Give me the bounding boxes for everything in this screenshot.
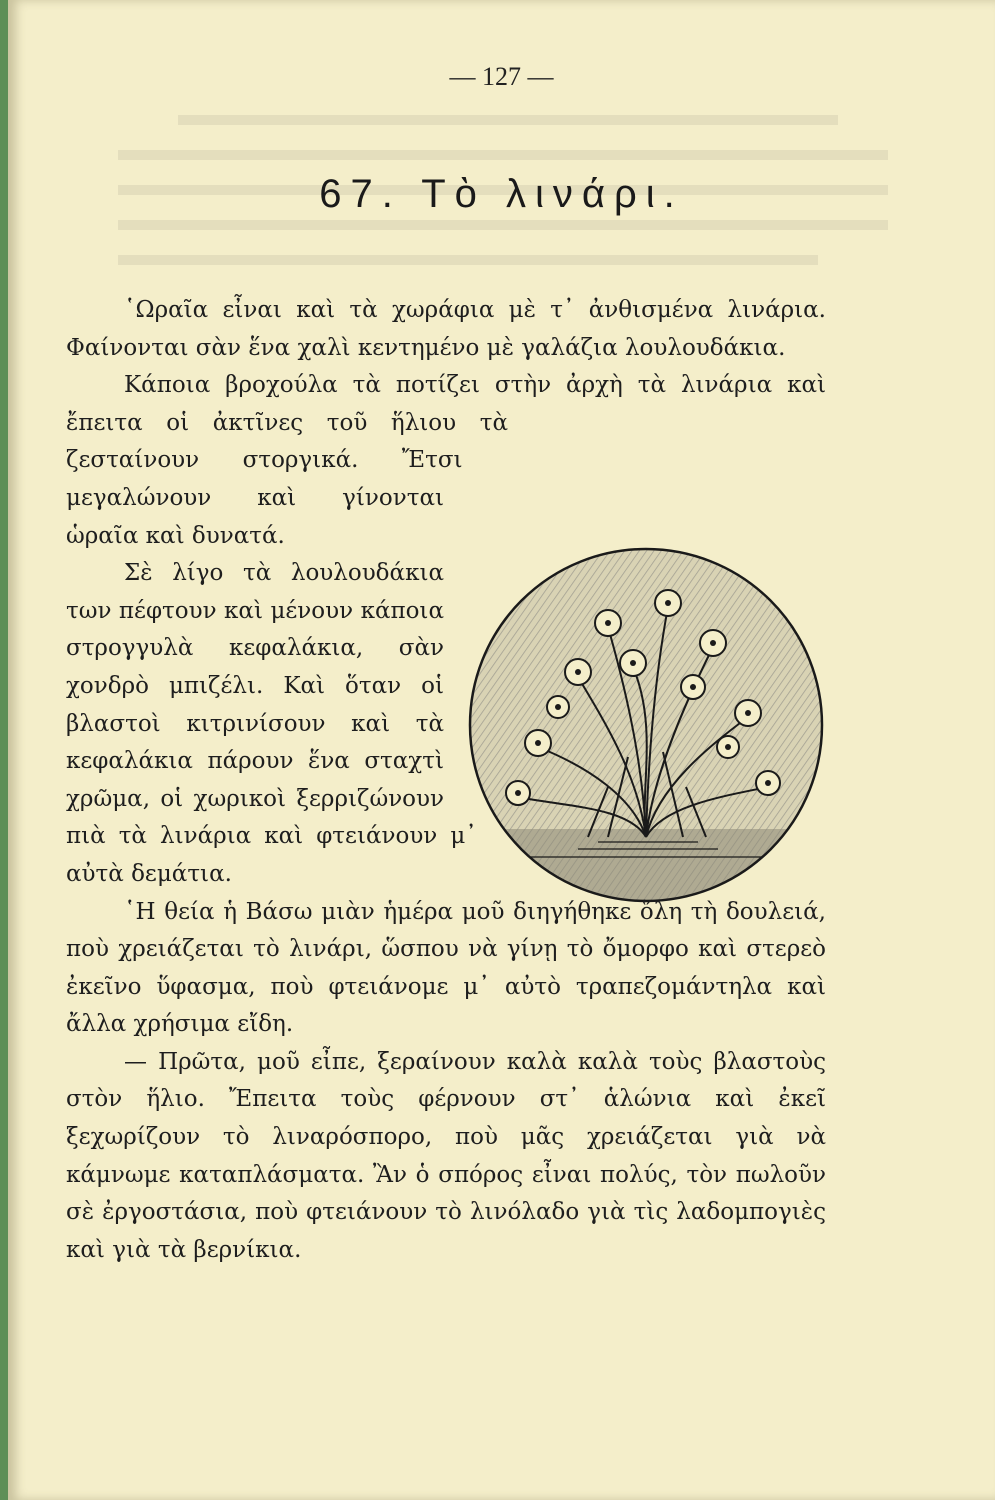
chapter-title: 67. Τὸ λινάρι. bbox=[319, 172, 684, 216]
body-text bbox=[66, 292, 826, 1269]
flax-plant-icon bbox=[458, 537, 834, 913]
paragraph: Κάποια βροχούλα τὰ ποτίζει στὴν ἀρχὴ τὰ λινάρια καὶ ἔπειτα οἱ ἀκτῖνες τοῦ ἥλιου τὰ ζεσταίνουν στοργικά. Ἔτσι μεγαλώνουν καὶ γίνονται ὡραῖα καὶ δυνατά. bbox=[66, 372, 826, 549]
flax-illustration bbox=[458, 537, 834, 913]
page-number: — 127 — bbox=[449, 62, 554, 91]
paragraph: ῾Ωραῖα εἶναι καὶ τὰ χωράφια μὲ τ᾽ ἀνθισμένα λινάρια. Φαίνονται σὰν ἕνα χαλὶ κεντημένο μὲ γαλάζια λουλουδάκια. bbox=[66, 297, 826, 361]
paragraph: — Πρῶτα, μοῦ εἶπε, ξεραίνουν καλὰ καλὰ τοὺς βλαστοὺς στὸν ἥλιο. Ἔπειτα τοὺς φέρνουν στ᾽ ἁλώνια καὶ ἐκεῖ ξεχωρίζουν τὸ λιναρόσπορο, ποὺ μᾶς χρειάζεται γιὰ νὰ κάμνωμε καταπλάσματα. Ἂν ὁ σπόρος εἶναι πολύς, τὸν πωλοῦν σὲ ἐργοστάσια, ποὺ φτειάνουν τὸ λινόλαδο γιὰ τὶς λαδομπογιὲς καὶ γιὰ τὰ βερνίκια. bbox=[66, 1048, 826, 1263]
paragraph: Σὲ λίγο τὰ λουλουδάκια των πέφτουν καὶ μένουν κάποια στρογγυλὰ κεφαλάκια, σὰν χονδρὸ μπιζέλι. Καὶ ὅταν οἱ βλαστοὶ κιτρινίσουν καὶ τὰ κεφαλάκια πάρουν ἕνα σταχτὶ χρῶμα, οἱ χωρικοὶ ξερριζώνουν πιὰ τὰ λινάρια καὶ φτειάνουν μ᾽ αὐτὰ δεμάτια. bbox=[66, 560, 477, 887]
book-page bbox=[8, 0, 995, 1500]
paragraph: ῾Η θεία ἡ Βάσω μιὰν ἡμέρα μοῦ διηγήθηκε ὅλη τὴ δουλειά, ποὺ χρειάζεται τὸ λινάρι, ὥσπου νὰ γίνῃ τὸ ὄμορφο καὶ στερεὸ ἐκεῖνο ὕφασμα, ποὺ φτειάνομε μ᾽ αὐτὸ τραπεζομάντηλα καὶ ἄλλα χρήσιμα εἴδη. bbox=[66, 898, 826, 1038]
